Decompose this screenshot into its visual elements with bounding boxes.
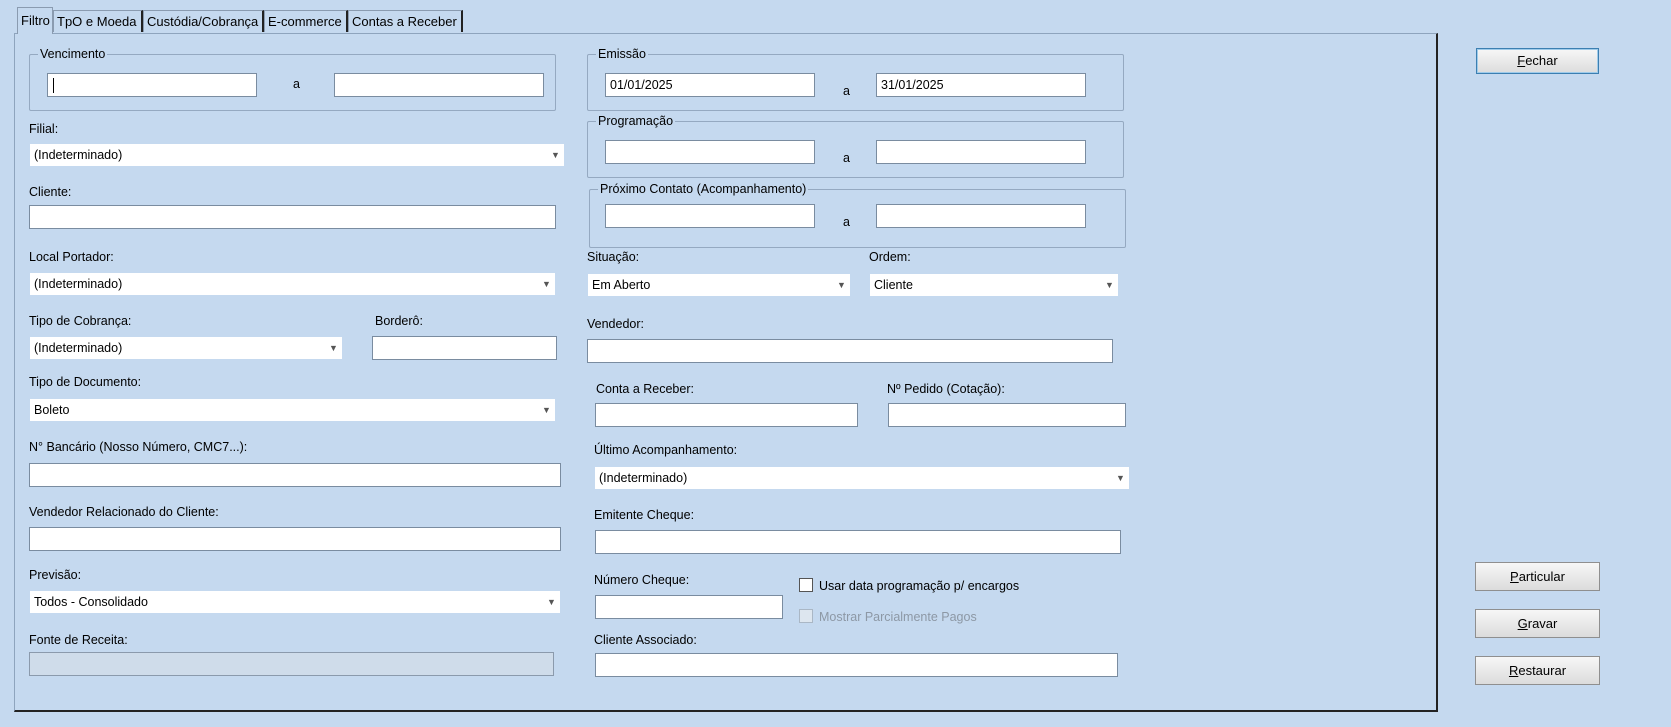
- pedido-input[interactable]: [888, 403, 1126, 427]
- chevron-down-icon: ▼: [542, 405, 551, 415]
- emissao-title: Emissão: [598, 47, 646, 61]
- proximo-contato-title: Próximo Contato (Acompanhamento): [600, 182, 807, 196]
- chevron-down-icon: ▼: [837, 280, 846, 290]
- ordem-select[interactable]: [869, 273, 1119, 297]
- fonte-receita-input: [29, 652, 554, 676]
- proximo-contato-from-input[interactable]: [605, 204, 815, 228]
- tipo-documento-select[interactable]: [29, 398, 556, 422]
- chevron-down-icon: ▼: [551, 150, 560, 160]
- emitente-cheque-label: Emitente Cheque:: [594, 508, 695, 522]
- programacao-to-input[interactable]: [876, 140, 1086, 164]
- filial-select[interactable]: [29, 143, 565, 167]
- cliente-label: Cliente:: [29, 185, 72, 199]
- mostrar-parcial-label: Mostrar Parcialmente Pagos: [819, 610, 977, 624]
- tab-custodia-cobranca[interactable]: Custódia/Cobrança: [143, 10, 264, 32]
- bancario-input[interactable]: [29, 463, 561, 487]
- mostrar-parcial-checkbox: [799, 609, 813, 623]
- proximo-contato-sep: a: [843, 215, 850, 229]
- fonte-receita-label: Fonte de Receita:: [29, 633, 128, 647]
- vencimento-sep: a: [293, 77, 300, 91]
- usar-data-checkbox[interactable]: [799, 578, 813, 592]
- tipo-documento-label: Tipo de Documento:: [29, 375, 142, 389]
- chevron-down-icon: ▼: [1116, 473, 1125, 483]
- proximo-contato-to-input[interactable]: [876, 204, 1086, 228]
- programacao-title: Programação: [598, 114, 674, 128]
- filial-label: Filial:: [29, 122, 59, 136]
- situacao-value: Em Aberto: [592, 278, 651, 292]
- vencimento-to-input[interactable]: [334, 73, 544, 97]
- local-portador-value: (Indeterminado): [34, 277, 123, 291]
- restaurar-mnemonic: R: [1508, 663, 1519, 678]
- bancario-label: N° Bancário (Nosso Número, CMC7...):: [29, 440, 248, 454]
- particular-button[interactable]: [1475, 562, 1600, 591]
- tipo-documento-value: Boleto: [34, 403, 70, 417]
- tipo-cobranca-value: (Indeterminado): [34, 341, 123, 355]
- ultimo-acomp-label: Último Acompanhamento:: [594, 443, 738, 457]
- local-portador-label: Local Portador:: [29, 250, 114, 264]
- vencimento-from-input[interactable]: [47, 73, 257, 97]
- fechar-label: echar: [1525, 53, 1558, 68]
- emissao-sep: a: [843, 84, 850, 98]
- vendedor-relacionado-label: Vendedor Relacionado do Cliente:: [29, 505, 219, 519]
- previsao-value: Todos - Consolidado: [34, 595, 148, 609]
- gravar-mnemonic: G: [1517, 616, 1528, 631]
- pedido-label: Nº Pedido (Cotação):: [887, 382, 1005, 396]
- numero-cheque-label: Número Cheque:: [594, 573, 690, 587]
- tipo-cobranca-label: Tipo de Cobrança:: [29, 314, 132, 328]
- cliente-input[interactable]: [29, 205, 556, 229]
- vendedor-label: Vendedor:: [587, 317, 644, 331]
- ordem-value: Cliente: [874, 278, 913, 292]
- programacao-sep: a: [843, 151, 850, 165]
- previsao-select[interactable]: [29, 590, 561, 614]
- programacao-from-input[interactable]: [605, 140, 815, 164]
- gravar-button[interactable]: [1475, 609, 1600, 638]
- particular-mnemonic: P: [1510, 569, 1519, 584]
- particular-label: articular: [1518, 569, 1565, 584]
- bordero-label: Borderô:: [375, 314, 423, 328]
- chevron-down-icon: ▼: [542, 279, 551, 289]
- chevron-down-icon: ▼: [329, 343, 338, 353]
- cliente-associado-input[interactable]: [595, 653, 1118, 677]
- gravar-label: ravar: [1527, 616, 1558, 631]
- bordero-input[interactable]: [372, 336, 557, 360]
- filial-value: (Indeterminado): [34, 148, 123, 162]
- cliente-associado-label: Cliente Associado:: [594, 633, 697, 647]
- emitente-cheque-input[interactable]: [595, 530, 1121, 554]
- vencimento-title: Vencimento: [40, 47, 106, 61]
- tab-filtro[interactable]: Filtro: [17, 7, 53, 34]
- restaurar-button[interactable]: [1475, 656, 1600, 685]
- chevron-down-icon: ▼: [1105, 280, 1114, 290]
- emissao-to-input[interactable]: 31/01/2025: [876, 73, 1086, 97]
- ordem-label: Ordem:: [869, 250, 911, 264]
- fechar-button[interactable]: [1476, 48, 1599, 74]
- ultimo-acomp-value: (Indeterminado): [599, 471, 688, 485]
- numero-cheque-input[interactable]: [595, 595, 783, 619]
- conta-receber-label: Conta a Receber:: [596, 382, 694, 396]
- chevron-down-icon: ▼: [547, 597, 556, 607]
- tab-e-commerce[interactable]: E-commerce: [264, 10, 348, 32]
- local-portador-select[interactable]: [29, 272, 556, 296]
- situacao-select[interactable]: [587, 273, 851, 297]
- tipo-cobranca-select[interactable]: [29, 336, 343, 360]
- emissao-from-input[interactable]: 01/01/2025: [605, 73, 815, 97]
- fechar-mnemonic: F: [1517, 53, 1526, 68]
- vendedor-input[interactable]: [587, 339, 1113, 363]
- text-cursor: [53, 78, 54, 93]
- previsao-label: Previsão:: [29, 568, 82, 582]
- tab-contas-a-receber[interactable]: Contas a Receber: [348, 10, 463, 32]
- usar-data-label[interactable]: Usar data programação p/ encargos: [819, 579, 1020, 593]
- situacao-label: Situação:: [587, 250, 640, 264]
- restaurar-label: estaurar: [1518, 663, 1567, 678]
- tab-tpo-moeda[interactable]: TpO e Moeda: [53, 10, 143, 32]
- ultimo-acomp-select[interactable]: [594, 466, 1130, 490]
- vendedor-relacionado-input[interactable]: [29, 527, 561, 551]
- conta-receber-input[interactable]: [595, 403, 858, 427]
